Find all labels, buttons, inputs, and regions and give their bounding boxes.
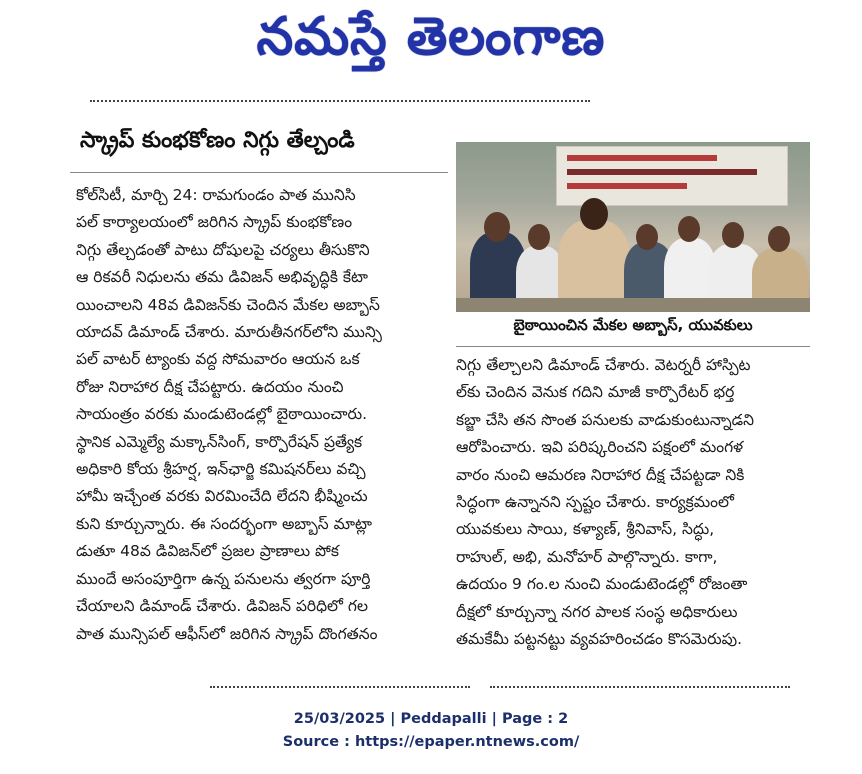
headline-rule (70, 172, 448, 173)
text-line: హామీ ఇచ్చేంత వరకు విరమించేది లేదని భీష్మించు (76, 487, 368, 506)
text-line: సిద్ధంగా ఉన్నానని స్పష్టం చేశారు. కార్యక్రమంలో (456, 493, 734, 512)
text-line: తమకేమీ పట్టనట్టు వ్యవహరించడం కొసమెరుపు. (456, 630, 743, 649)
clip-bottom-edge (210, 686, 470, 690)
text-line: ఆ రికవరీ నిధులను తమ డివిజన్ అభివృద్ధికి కేటా (76, 268, 368, 287)
text-line: రోజు నిరాహార దీక్ష చేపట్టారు. ఉదయం నుంచి (76, 377, 344, 396)
text-line: యువకులు సాయి, కళ్యాణ్, శ్రీనివాస్, సిద్ధు, (456, 520, 715, 539)
newspaper-logo: నమస్తే తెలంగాణ (256, 7, 606, 67)
text-line: ఉదయం 9 గం.ల నుంచి మండుటెండల్లో రోజంతా (456, 575, 748, 594)
source-link[interactable]: Source : https://epaper.ntnews.com/ (282, 734, 580, 750)
text-line: యాదవ్ డిమాండ్ చేశారు. మారుతీనగర్‌లోని మున్సి (76, 323, 382, 342)
caption-rule (456, 346, 810, 347)
photo-banner (556, 146, 788, 206)
text-line: కబ్జా చేసి తన సొంత పనులకు వాడుకుంటున్నాడని (456, 410, 755, 429)
text-line: పల్ కార్యాలయంలో జరిగిన స్క్రాప్ కుంభకోణం (76, 213, 353, 232)
text-line: అధికారి కోయ శ్రీహర్ష, ఇన్‌ఛార్జి కమిషనర్‌లు వచ్చి (76, 460, 366, 479)
news-photo (456, 142, 810, 312)
text-line: యించాలని 48వ డివిజన్‌కు చెందిన మేకల అబ్బాస్ (76, 295, 380, 314)
text-line: కుని కూర్చున్నారు. ఈ సందర్భంగా అబ్బాస్ మాట్లా (76, 514, 372, 533)
article-body-left (76, 182, 448, 648)
text-line: సాయంత్రం వరకు మండుటెండల్లో బైఠాయించారు. (76, 405, 367, 424)
text-line: పల్ వాటర్ ట్యాంకు వద్ద సోమవారం ఆయన ఒక (76, 350, 360, 369)
masthead (0, 0, 862, 78)
text-line: ఆరోపించారు. ఇవి పరిష్కరించని పక్షంలో మంగళ (456, 438, 744, 457)
article-body-right (456, 352, 812, 653)
text-line: స్థానిక ఎమ్మెల్యే మక్కాన్‌సింగ్, కార్పొరేషన్ ప్రత్యేక (76, 432, 363, 451)
text-line: దీక్షలో కూర్చున్నా నగర పాలక సంస్థ అధికారులు (456, 602, 738, 621)
text-line: నిగ్గు తేల్చాలని డిమాండ్ చేశారు. వెటర్నరీ హాస్పిట (456, 356, 751, 374)
text-line: వారం నుంచి ఆమరణ నిరాహార దీక్ష చేపట్టడా నికి (456, 465, 745, 484)
clip-bottom-edge-right (490, 686, 790, 690)
text-line: రాహుల్, అభి, మనోహర్ పాల్గొన్నారు. కాగా, (456, 547, 718, 566)
edition-info: 25/03/2025 | Peddapalli | Page : 2 (293, 711, 569, 727)
text-line: నిగ్గు తేల్చడంతో పాటు దోషులపై చర్యలు తీసుకొని (76, 240, 370, 259)
text-line: ముందే అసంపూర్తిగా ఉన్న పనులను త్వరగా పూర్తి (76, 569, 371, 588)
article-clipping (70, 100, 860, 690)
article-headline: స్క్రాప్ కుంభకోణం నిగ్గు తేల్చండి (80, 128, 355, 153)
text-line: పాత మున్సిపల్ ఆఫీస్‌లో జరిగిన స్క్రాప్ దొంగతనం (76, 624, 378, 643)
text-line: కోల్‌సిటీ, మార్చి 24: రామగుండం పాత మునిసి (76, 186, 356, 204)
photo-caption: బైఠాయించిన మేకల అబ్బాస్, యువకులు (513, 316, 753, 334)
page-footer (0, 708, 862, 754)
text-line: ల్‌కు చెందిన వెనుక గదిని మాజీ కార్పొరేటర్ భర్త (456, 383, 735, 402)
clip-top-edge (90, 100, 590, 108)
text-line: డుతూ 48వ డివిజన్‌లో ప్రజల ప్రాణాలు పోక (76, 542, 339, 561)
text-line: చేయాలని డిమాండ్ చేశారు. డివిజన్ పరిధిలో గల (76, 597, 368, 616)
